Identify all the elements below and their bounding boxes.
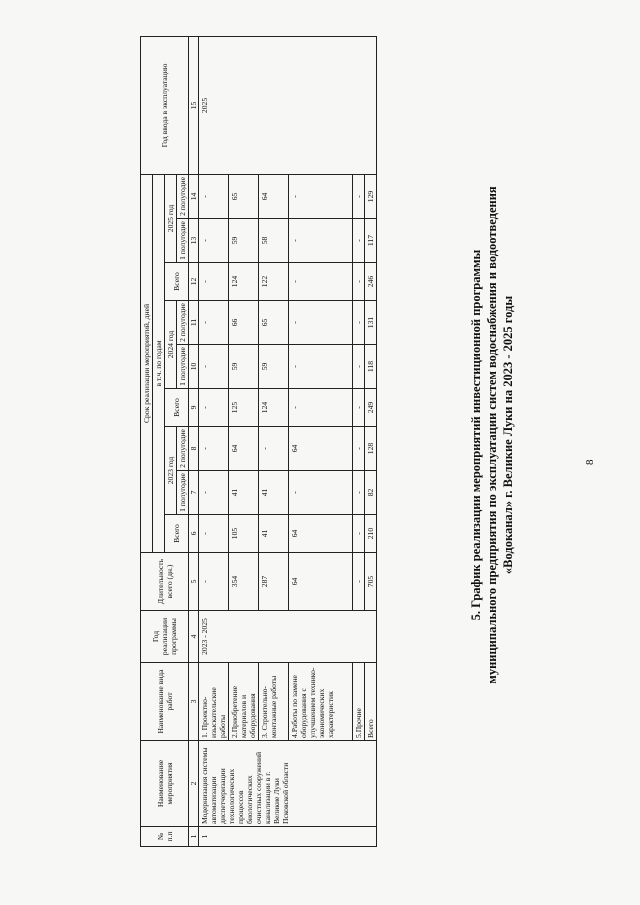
value-cell: 64 bbox=[289, 427, 353, 471]
value-cell: - bbox=[289, 174, 353, 218]
work-name: 2.Приобретение материалов и оборудования bbox=[229, 663, 259, 741]
value-cell: - bbox=[353, 553, 365, 611]
work-name: 3. Строительно-монтажные работы bbox=[259, 663, 289, 741]
header-2023-h2: 2 полугодие bbox=[177, 427, 189, 471]
value-cell: 354 bbox=[229, 553, 259, 611]
work-name: 1. Проектно-изыскательские работы bbox=[199, 663, 229, 741]
value-cell: - bbox=[353, 263, 365, 301]
header-no: № п.п bbox=[141, 827, 189, 847]
total-value: 117 bbox=[365, 219, 377, 263]
col-number: 5 bbox=[189, 553, 199, 611]
header-term: Срок реализации мероприятий, дней bbox=[141, 174, 153, 552]
value-cell: 66 bbox=[229, 301, 259, 345]
title-line-2: муниципального предприятия по эксплуатации систем водоснабжения и водоотведения bbox=[485, 186, 499, 684]
page-number: 8 bbox=[584, 459, 596, 465]
value-cell: 59 bbox=[229, 219, 259, 263]
value-cell: - bbox=[289, 219, 353, 263]
header-year-2023: 2023 год bbox=[165, 427, 177, 515]
header-total-2023: Всего bbox=[165, 515, 189, 553]
header-2023-h1: 1 полугодие bbox=[177, 471, 189, 515]
total-value: 128 bbox=[365, 427, 377, 471]
total-value: 249 bbox=[365, 389, 377, 427]
header-2024-h1: 1 полугодие bbox=[177, 345, 189, 389]
table-row bbox=[199, 36, 229, 846]
total-label: Всего bbox=[365, 663, 377, 741]
header-commission-year: Год ввода в эксплуатацию bbox=[141, 36, 189, 174]
value-cell: - bbox=[353, 471, 365, 515]
value-cell: - bbox=[353, 345, 365, 389]
value-cell: - bbox=[289, 389, 353, 427]
col-number: 2 bbox=[189, 741, 199, 827]
value-cell: - bbox=[289, 263, 353, 301]
header-2025-h2: 2 полугодие bbox=[177, 174, 189, 218]
col-number: 15 bbox=[189, 36, 199, 174]
measure-name: Модернизация системы автоматизации диспетчеризации технологических процессов биологических очистных сооружений канализации в г. Великие Луки Псковской области bbox=[199, 741, 377, 827]
value-cell: 59 bbox=[259, 345, 289, 389]
header-year-2025: 2025 год bbox=[165, 174, 177, 262]
work-name: 5.Прочие bbox=[353, 663, 365, 741]
header-total-2024: Всего bbox=[165, 389, 189, 427]
value-cell: - bbox=[199, 301, 229, 345]
col-number: 11 bbox=[189, 301, 199, 345]
value-cell: 65 bbox=[259, 301, 289, 345]
value-cell: - bbox=[199, 219, 229, 263]
header-total-2025: Всего bbox=[165, 263, 189, 301]
col-number: 4 bbox=[189, 611, 199, 663]
value-cell: 105 bbox=[229, 515, 259, 553]
title-line-1: 5. График реализации мероприятий инвестиционной программы bbox=[469, 249, 483, 621]
value-cell: 124 bbox=[259, 389, 289, 427]
value-cell: - bbox=[199, 515, 229, 553]
header-2024-h2: 2 полугодие bbox=[177, 301, 189, 345]
header-work-type: Наименование вида работ bbox=[141, 663, 189, 741]
total-value: 129 bbox=[365, 174, 377, 218]
work-name: 4.Работы по замене оборудования с улучшением технико-экономических характеристик bbox=[289, 663, 353, 741]
value-cell: - bbox=[353, 427, 365, 471]
col-number: 7 bbox=[189, 471, 199, 515]
document-title bbox=[468, 155, 516, 715]
header-2025-h1: 1 полугодие bbox=[177, 219, 189, 263]
commission-year: 2025 bbox=[199, 36, 377, 174]
value-cell: 41 bbox=[259, 515, 289, 553]
total-value: 131 bbox=[365, 301, 377, 345]
value-cell: - bbox=[289, 301, 353, 345]
col-number: 1 bbox=[189, 827, 199, 847]
program-period: 2023 - 2025 bbox=[199, 611, 377, 663]
total-value: 246 bbox=[365, 263, 377, 301]
value-cell: - bbox=[199, 263, 229, 301]
value-cell: 122 bbox=[259, 263, 289, 301]
value-cell: 59 bbox=[229, 345, 259, 389]
total-value: 705 bbox=[365, 553, 377, 611]
header-period: Год реализации программы bbox=[141, 611, 189, 663]
value-cell: - bbox=[199, 174, 229, 218]
header-year-2024: 2024 год bbox=[165, 301, 177, 389]
value-cell: - bbox=[199, 427, 229, 471]
value-cell: 287 bbox=[259, 553, 289, 611]
value-cell: 124 bbox=[229, 263, 259, 301]
value-cell: 65 bbox=[229, 174, 259, 218]
col-number: 13 bbox=[189, 219, 199, 263]
value-cell: - bbox=[199, 553, 229, 611]
value-cell: - bbox=[199, 345, 229, 389]
col-number: 8 bbox=[189, 427, 199, 471]
value-cell: - bbox=[199, 389, 229, 427]
value-cell: - bbox=[289, 345, 353, 389]
total-value: 210 bbox=[365, 515, 377, 553]
row-number: 1 bbox=[199, 827, 377, 847]
value-cell: 64 bbox=[259, 174, 289, 218]
value-cell: 41 bbox=[229, 471, 259, 515]
value-cell: 41 bbox=[259, 471, 289, 515]
total-value: 118 bbox=[365, 345, 377, 389]
col-number: 3 bbox=[189, 663, 199, 741]
col-number: 6 bbox=[189, 515, 199, 553]
col-number: 9 bbox=[189, 389, 199, 427]
table-body bbox=[199, 36, 377, 846]
value-cell: - bbox=[289, 471, 353, 515]
value-cell: 58 bbox=[259, 219, 289, 263]
value-cell: - bbox=[353, 301, 365, 345]
col-number: 10 bbox=[189, 345, 199, 389]
total-value: 82 bbox=[365, 471, 377, 515]
value-cell: 64 bbox=[229, 427, 259, 471]
header-incl-years: в т.ч. по годам bbox=[153, 174, 165, 552]
value-cell: 64 bbox=[289, 515, 353, 553]
header-duration: Длительность всего (дн.) bbox=[141, 553, 189, 611]
schedule-table bbox=[140, 36, 377, 847]
value-cell: - bbox=[259, 427, 289, 471]
value-cell: - bbox=[199, 471, 229, 515]
col-number: 14 bbox=[189, 174, 199, 218]
header-measure: Наименование мероприятия bbox=[141, 741, 189, 827]
title-line-3: «Водоканал» г. Великие Луки на 2023 - 2025 годы bbox=[501, 295, 515, 575]
value-cell: - bbox=[353, 515, 365, 553]
value-cell: - bbox=[353, 174, 365, 218]
col-number: 12 bbox=[189, 263, 199, 301]
value-cell: 64 bbox=[289, 553, 353, 611]
value-cell: - bbox=[353, 219, 365, 263]
value-cell: 125 bbox=[229, 389, 259, 427]
value-cell: - bbox=[353, 389, 365, 427]
